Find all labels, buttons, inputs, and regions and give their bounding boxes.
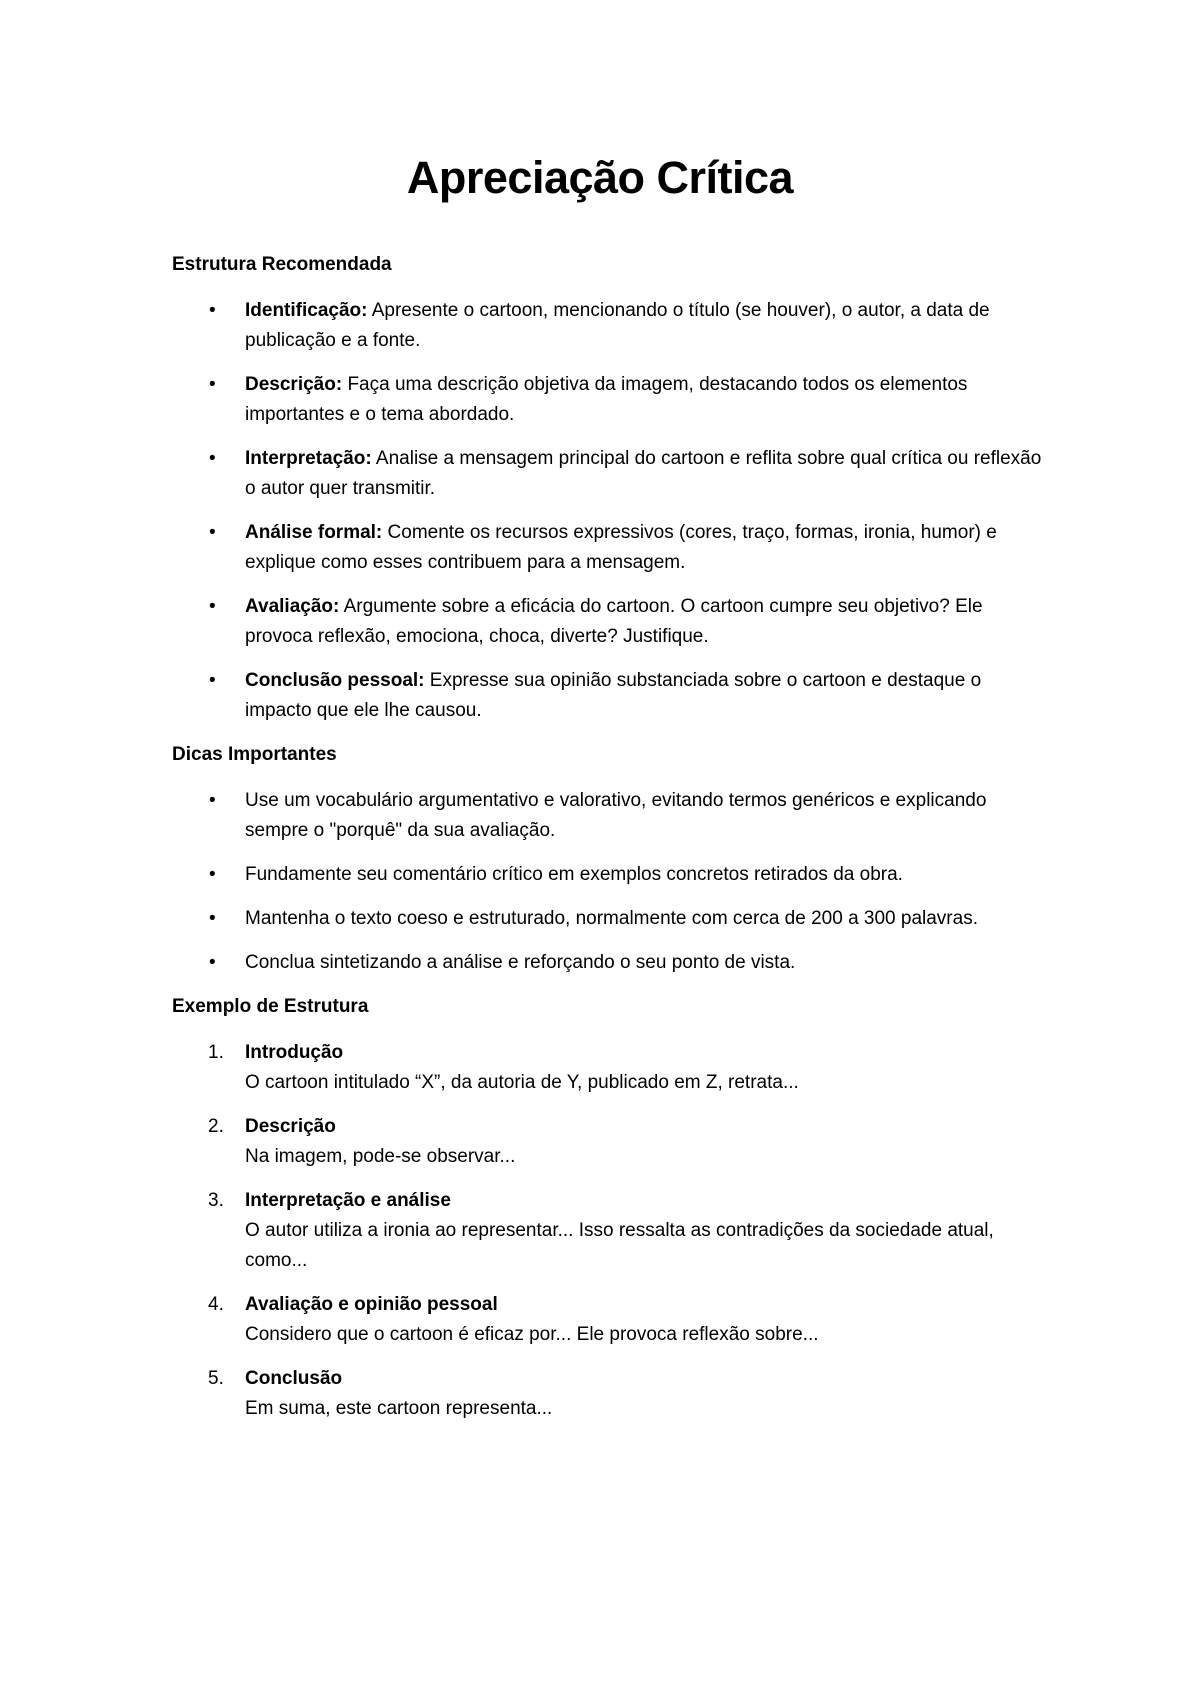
item-title: Conclusão [245, 1368, 343, 1389]
item-number: 3. [208, 1190, 224, 1211]
section-heading-example: Exemplo de Estrutura [172, 996, 369, 1017]
item-text: Apresente o cartoon, mencionando o título (se houver), o autor, a data de publicação e a fonte. [245, 300, 990, 351]
bullet-icon: • [209, 952, 216, 973]
list-item [172, 518, 1052, 578]
bullet-icon: • [209, 300, 216, 321]
list-item [172, 1112, 1052, 1172]
item-title: Introdução [245, 1042, 344, 1063]
list-item [172, 786, 1052, 846]
list-item [172, 370, 1052, 430]
item-text: Expresse sua opinião substanciada sobre o cartoon e destaque o impacto que ele lhe causou. [245, 670, 982, 721]
item-term: Análise formal: [245, 522, 383, 543]
list-item [172, 592, 1052, 652]
item-term: Avaliação: [245, 596, 340, 617]
item-text: Analise a mensagem principal do cartoon e reflita sobre qual crítica ou reflexão o autor quer transmitir. [245, 448, 1042, 499]
item-term: Descrição: [245, 374, 343, 395]
list-item [172, 444, 1052, 504]
bullet-icon: • [209, 596, 216, 617]
item-number: 2. [208, 1116, 224, 1137]
item-text: Faça uma descrição objetiva da imagem, destacando todos os elementos importantes e o tema abordado. [245, 374, 968, 425]
bullet-icon: • [209, 790, 216, 811]
item-text: Fundamente seu comentário crítico em exemplos concretos retirados da obra. [245, 864, 903, 885]
list-item [172, 1186, 1052, 1276]
item-title: Avaliação e opinião pessoal [245, 1294, 498, 1315]
item-title: Interpretação e análise [245, 1190, 451, 1211]
bullet-icon: • [209, 448, 216, 469]
item-term: Conclusão pessoal: [245, 670, 425, 691]
example-list [172, 1038, 1052, 1424]
item-number: 4. [208, 1294, 224, 1315]
list-item [172, 904, 1052, 934]
bullet-icon: • [209, 374, 216, 395]
list-item [172, 1290, 1052, 1350]
item-text: O cartoon intitulado “X”, da autoria de Y, publicado em Z, retrata... [245, 1072, 799, 1093]
item-number: 5. [208, 1368, 224, 1389]
item-text: Considero que o cartoon é eficaz por... Ele provoca reflexão sobre... [245, 1324, 819, 1345]
item-text: O autor utiliza a ironia ao representar... Isso ressalta as contradições da sociedade atual, como... [245, 1220, 994, 1271]
item-text: Argumente sobre a eficácia do cartoon. O cartoon cumpre seu objetivo? Ele provoca reflexão, emociona, choca, diverte? Justifique. [245, 596, 983, 647]
list-item [172, 1364, 1052, 1424]
item-text: Em suma, este cartoon representa... [245, 1398, 553, 1419]
list-item [172, 860, 1052, 890]
bullet-icon: • [209, 908, 216, 929]
list-item [172, 1038, 1052, 1098]
item-text: Mantenha o texto coeso e estruturado, normalmente com cerca de 200 a 300 palavras. [245, 908, 978, 929]
document-body [172, 250, 1052, 1438]
item-term: Identificação: [245, 300, 368, 321]
item-term: Interpretação: [245, 448, 372, 469]
bullet-icon: • [209, 864, 216, 885]
list-item [172, 296, 1052, 356]
section-heading-tips: Dicas Importantes [172, 744, 337, 765]
tips-list [172, 786, 1052, 978]
bullet-icon: • [209, 670, 216, 691]
item-text: Conclua sintetizando a análise e reforçando o seu ponto de vista. [245, 952, 796, 973]
bullet-icon: • [209, 522, 216, 543]
section-heading-structure: Estrutura Recomendada [172, 254, 392, 275]
structure-list [172, 296, 1052, 726]
item-number: 1. [208, 1042, 224, 1063]
list-item [172, 666, 1052, 726]
item-title: Descrição [245, 1116, 336, 1137]
document-title: Apreciação Crítica [406, 152, 794, 203]
item-text: Na imagem, pode-se observar... [245, 1146, 516, 1167]
list-item [172, 948, 1052, 978]
item-text: Use um vocabulário argumentativo e valorativo, evitando termos genéricos e explicando sempre o "porquê" da sua avaliação. [245, 790, 987, 841]
item-text: Comente os recursos expressivos (cores, traço, formas, ironia, humor) e explique como esses contribuem para a mensagem. [245, 522, 997, 573]
